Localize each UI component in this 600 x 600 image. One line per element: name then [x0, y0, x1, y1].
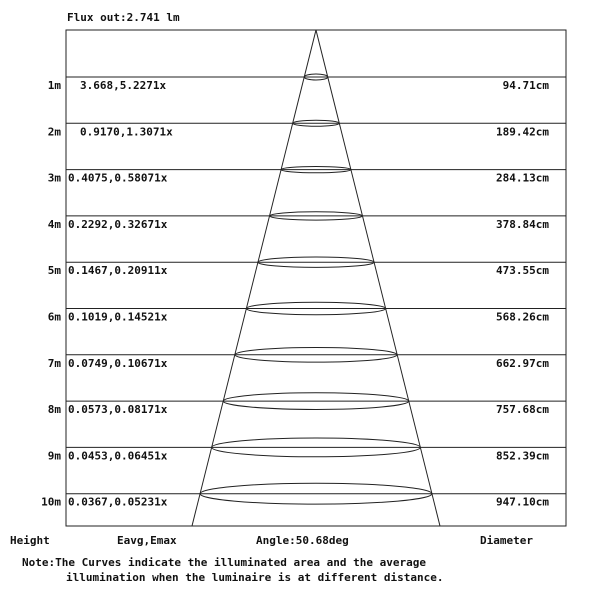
row-height: 3m	[47, 171, 61, 185]
row-diameter: 852.39cm	[496, 449, 549, 463]
row-eavg-emax: 0.0453,0.06451x	[68, 449, 168, 463]
row-eavg-emax: 0.4075,0.58071x	[68, 171, 168, 185]
height-column-label: Height	[10, 534, 50, 547]
row-height: 2m	[47, 125, 61, 139]
row-height: 8m	[47, 403, 61, 417]
row-diameter: 757.68cm	[496, 403, 549, 417]
row-diameter: 189.42cm	[496, 125, 549, 139]
row-height: 7m	[47, 356, 61, 370]
row-height: 6m	[47, 310, 61, 324]
row-diameter: 473.55cm	[496, 264, 549, 278]
row-diameter: 94.71cm	[502, 79, 549, 92]
beam-edge-left	[192, 30, 316, 526]
flux-output-label: Flux out:2.741 lm	[67, 11, 180, 24]
beam-edge-right	[316, 30, 440, 526]
row-eavg-emax: 0.1467,0.20911x	[68, 264, 168, 278]
row-diameter: 947.10cm	[496, 495, 549, 509]
row-eavg-emax: 0.0367,0.05231x	[68, 495, 168, 509]
row-eavg-emax: 0.1019,0.14521x	[68, 310, 168, 324]
note-line-1: Note:The Curves indicate the illuminated area and the average	[22, 556, 426, 569]
row-height: 4m	[47, 217, 61, 231]
row-eavg-emax: 0.0573,0.08171x	[68, 403, 168, 417]
row-height: 1m	[47, 79, 61, 92]
note-line-2: illumination when the luminaire is at different distance.	[66, 571, 444, 584]
beam-angle-label: Angle:50.68deg	[256, 534, 349, 547]
row-height: 10m	[41, 495, 61, 509]
row-diameter: 284.13cm	[496, 171, 549, 185]
row-eavg-emax: 0.9170,1.3071x	[80, 125, 173, 139]
row-diameter: 662.97cm	[496, 356, 549, 370]
distance-rows	[41, 74, 566, 509]
row-diameter: 568.26cm	[496, 310, 549, 324]
row-height: 5m	[47, 264, 61, 278]
row-eavg-emax: 0.0749,0.10671x	[68, 356, 168, 370]
row-diameter: 378.84cm	[496, 217, 549, 231]
row-eavg-emax: 3.668,5.2271x	[80, 79, 167, 92]
eavg-emax-column-label: Eavg,Emax	[117, 534, 177, 547]
diameter-column-label: Diameter	[480, 534, 533, 547]
row-height: 9m	[47, 449, 61, 463]
row-eavg-emax: 0.2292,0.32671x	[68, 217, 168, 231]
